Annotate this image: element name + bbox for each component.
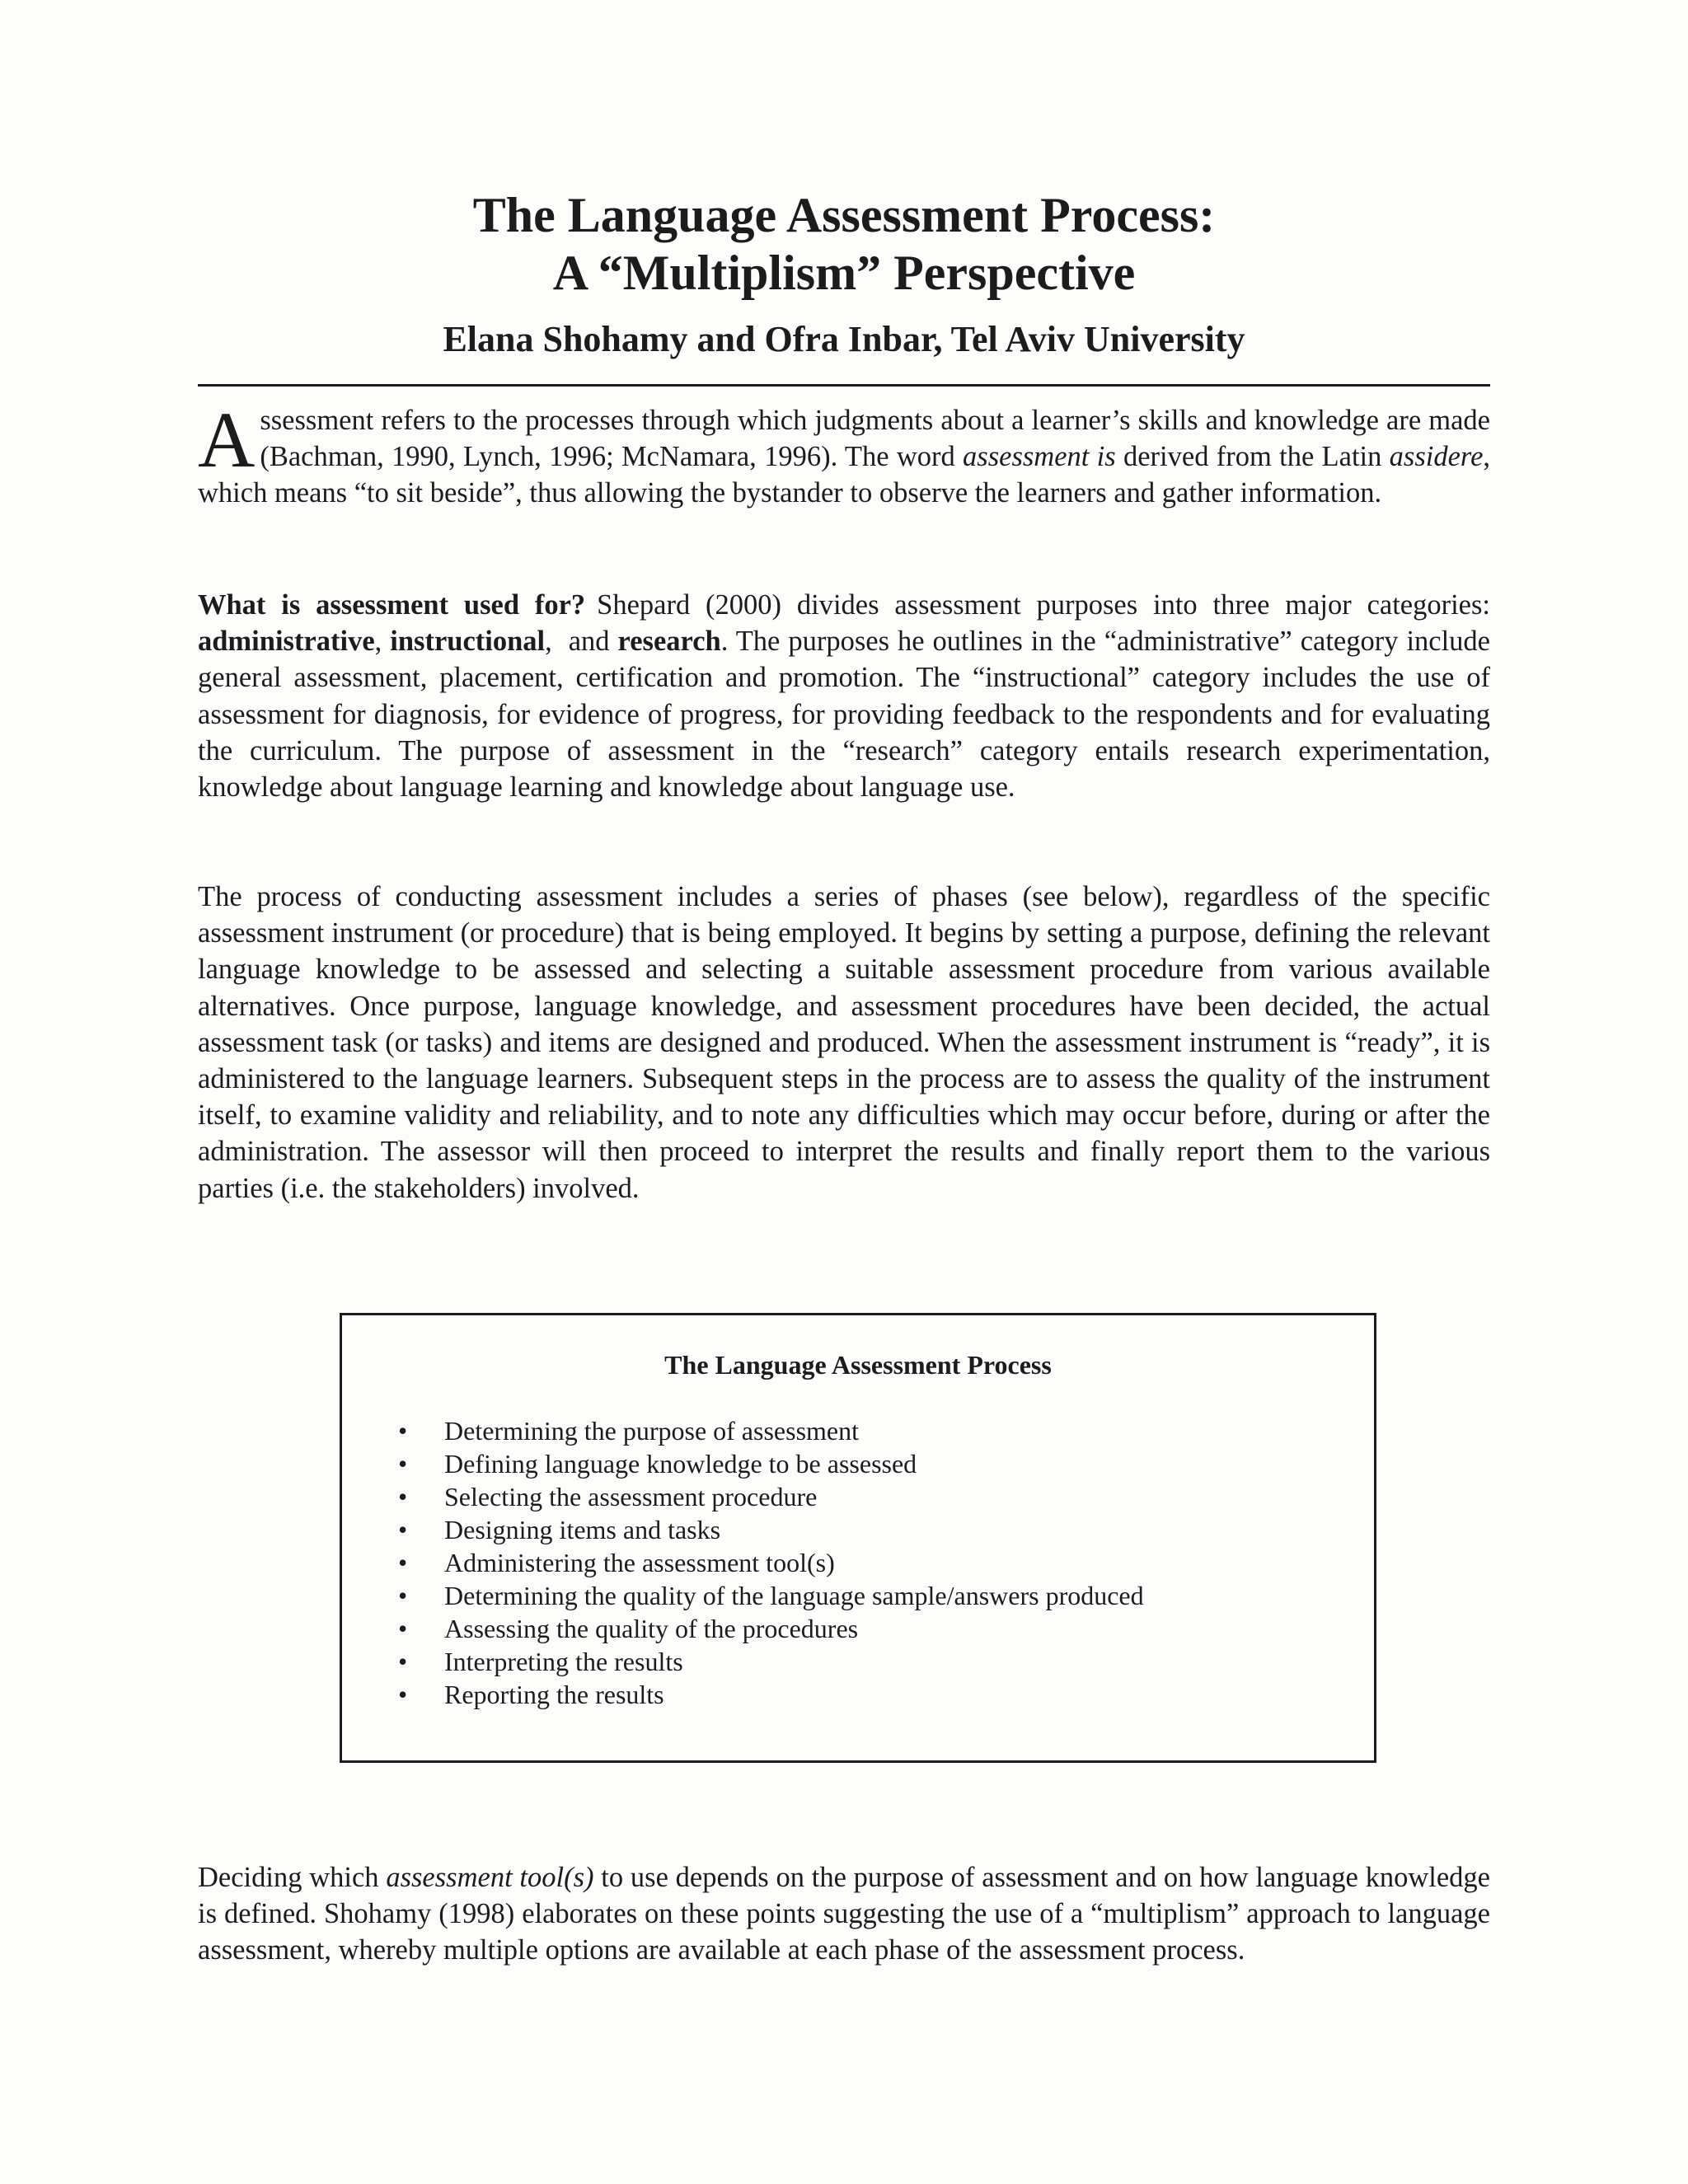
process-box bbox=[340, 1313, 1376, 1763]
process-box-title: The Language Assessment Process bbox=[664, 1350, 1052, 1380]
list-item bbox=[398, 1645, 1338, 1678]
list-item-text: Assessing the quality of the procedures bbox=[444, 1614, 859, 1643]
list-item bbox=[398, 1579, 1338, 1612]
intro-paragraph bbox=[198, 396, 1491, 512]
tools-text-2: to use depends on the purpose of assessment and on how language knowledge is defined. Shohamy (1998) elaborates on these points suggesting the use of a “multiplism” approach to language assessment, whereby multiple options are available at each phase of the assessment process. bbox=[198, 1862, 1490, 1966]
process-list bbox=[398, 1414, 1338, 1711]
bullet-icon: • bbox=[398, 1647, 408, 1676]
list-item-text: Reporting the results bbox=[444, 1680, 664, 1709]
list-item-text: Determining the quality of the language sample/answers produced bbox=[444, 1581, 1144, 1610]
process-paragraph: The process of conducting assessment includes a series of phases (see below), regardless of the specific assessment instrument (or procedure) that is being employed. It begins by setting a purpose, defining the relevant language knowledge to be assessed and selecting a suitable assessment procedure from various available alternatives. Once purpose, language knowledge, and assessment procedures have been decided, the actual assessment task (or tasks) and items are designed and produced. When the assessment instrument is “ready”, it is administered to the language learners. Subsequent steps in the process are to assess the quality of the instrument itself, to examine validity and reliability, and to note any difficulties which may occur before, during or after the administration. The assessor will then proceed to interpret the results and finally report them to the various parties (i.e. the stakeholders) involved. bbox=[198, 881, 1490, 1204]
bullet-icon: • bbox=[398, 1449, 408, 1479]
list-item bbox=[398, 1612, 1338, 1645]
title-line-2: A “Multiplism” Perspective bbox=[552, 246, 1136, 300]
list-item bbox=[398, 1447, 1338, 1480]
bullet-icon: • bbox=[398, 1416, 408, 1446]
list-item-text: Designing items and tasks bbox=[444, 1515, 721, 1544]
bullet-icon: • bbox=[398, 1548, 408, 1577]
purpose-text-1: Shepard (2000) divides assessment purposes into three major categories: bbox=[597, 589, 1490, 621]
tools-italic-1: assessment tool(s) bbox=[386, 1862, 594, 1893]
list-item bbox=[398, 1678, 1338, 1711]
list-item-text: Determining the purpose of assessment bbox=[444, 1416, 859, 1446]
list-item-text: Administering the assessment tool(s) bbox=[444, 1548, 835, 1577]
intro-italic-1: assessment is bbox=[963, 441, 1116, 473]
purpose-lead-heading: What is assessment used for? bbox=[198, 589, 586, 621]
keyword-instructional: instructional bbox=[390, 626, 546, 658]
purpose-paragraph bbox=[198, 587, 1490, 805]
bullet-icon: • bbox=[398, 1515, 408, 1544]
list-item-text: Interpreting the results bbox=[444, 1647, 683, 1676]
tools-paragraph bbox=[198, 1859, 1490, 1969]
list-item bbox=[398, 1513, 1338, 1546]
list-item bbox=[398, 1480, 1338, 1513]
intro-text-2: derived from the Latin bbox=[1115, 441, 1390, 473]
bullet-icon: • bbox=[398, 1581, 408, 1610]
intro-italic-2: assidere bbox=[1389, 441, 1484, 473]
intro-text-1: ssessment refers to the processes through which judgments about a learner’s skills and knowledge are made (Bachman, 1990, Lynch, 1996; McNamara, 1996). The word bbox=[260, 405, 1490, 473]
list-item-text: Selecting the assessment procedure bbox=[444, 1482, 818, 1511]
keyword-research: research bbox=[617, 626, 721, 658]
title-divider bbox=[198, 384, 1490, 387]
purpose-text-2: . The purposes he outlines in the “administrative” category include general assessment, placement, certification and promotion. The “instructional” category includes the use of assessment for diagnosis, for evidence of progress, for providing feedback to the respondents and for evaluating the curriculum. The purpose of assessment in the “research” category entails research experimentation, knowledge about language learning and knowledge about language use. bbox=[198, 626, 1490, 804]
list-item bbox=[398, 1414, 1338, 1447]
bullet-icon: • bbox=[398, 1680, 408, 1709]
title-line-1: The Language Assessment Process: bbox=[472, 188, 1216, 242]
keyword-administrative: administrative bbox=[198, 626, 375, 658]
bullet-icon: • bbox=[398, 1482, 408, 1511]
authors-line: Elana Shohamy and Ofra Inbar, Tel Aviv University bbox=[443, 319, 1245, 359]
drop-cap: A bbox=[198, 396, 256, 484]
list-item-text: Defining language knowledge to be assessed bbox=[444, 1449, 917, 1479]
purpose-sep-2: , and bbox=[545, 626, 618, 658]
tools-text-1: Deciding which bbox=[198, 1862, 387, 1893]
bullet-icon: • bbox=[398, 1614, 408, 1643]
intro-text-3: , which means “to sit beside”, thus allowing the bystander to observe the learners and gather information. bbox=[198, 441, 1491, 509]
document-title bbox=[198, 186, 1490, 302]
list-item bbox=[398, 1546, 1338, 1579]
purpose-sep-1: , bbox=[374, 626, 391, 658]
